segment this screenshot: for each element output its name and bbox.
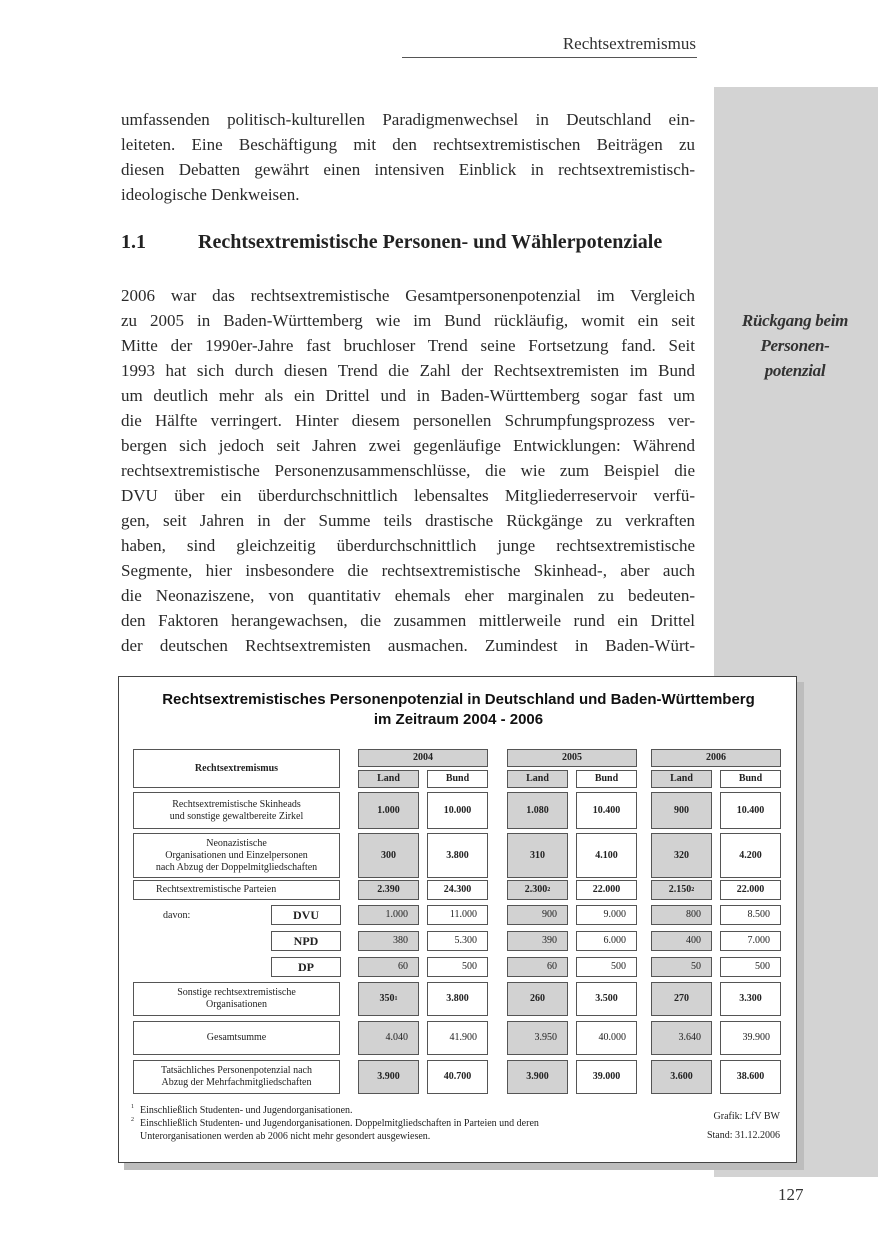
text-line: zu 2005 in Baden-Württemberg wie im Bund rückläufig, womit ein seit — [121, 311, 695, 330]
margin-note-line: Rückgang beim — [741, 311, 849, 330]
value-cell-land — [507, 905, 568, 925]
margin-note — [726, 308, 864, 383]
value-text: 500 — [462, 961, 477, 972]
text-line: die Hälfte verringert. Hinter diesem personellen Schrumpfungsprozess ver- — [121, 411, 695, 430]
footnote-text: Unterorganisationen werden ab 2006 nicht mehr gesondert ausgewiesen. — [140, 1131, 431, 1142]
value-text: 270 — [674, 993, 689, 1004]
value-cell-land — [358, 957, 419, 977]
section-heading — [121, 231, 662, 254]
column-header-land — [507, 770, 568, 788]
value-text: 3.640 — [678, 1032, 701, 1043]
credit-date: Stand: 31.12.2006 — [706, 1130, 780, 1141]
value-cell-bund — [576, 792, 637, 829]
footnote-text: Einschließlich Studenten- und Jugendorganisationen. Doppelmitgliedschaften in Parteien und deren — [140, 1118, 539, 1129]
value-cell-bund — [720, 792, 781, 829]
value-text: 3.500 — [595, 993, 618, 1004]
value-cell-land — [358, 905, 419, 925]
value-cell-bund — [427, 905, 488, 925]
text-line: gen, seit Jahren in der Summe teils drastische Rückgänge zu verkraften — [121, 511, 695, 530]
year-header — [651, 749, 781, 767]
row-label-line: NPD — [293, 934, 319, 948]
footnote-mark: 2 — [131, 1117, 134, 1123]
text-line: DVU über ein überdurchschnittlich lebensaltes Mitgliederreservoir verfü- — [121, 486, 695, 505]
value-cell-bund — [427, 982, 488, 1016]
year-label: 2005 — [562, 752, 582, 763]
text-line: Mitte der 1990er-Jahre fast bruchloser Trend seine Fortsetzung fand. Seit — [121, 336, 695, 355]
value-text: 3.800 — [446, 993, 469, 1004]
value-cell-bund — [720, 905, 781, 925]
value-cell-land — [358, 792, 419, 829]
row-label-text — [294, 935, 319, 947]
value-cell-land: 2.150 2 — [651, 880, 712, 900]
value-cell-bund — [427, 833, 488, 878]
text-line: haben, sind gleichzeitig überdurchschnittlich junge rechtsextremistische — [121, 536, 695, 555]
value-cell-bund — [576, 982, 637, 1016]
value-cell-land — [651, 982, 712, 1016]
paragraph-body — [121, 283, 695, 658]
column-header-land — [651, 770, 712, 788]
row-label-line: Rechtsextremistische Skinheads — [172, 798, 301, 810]
value-cell-land — [507, 957, 568, 977]
value-cell-land — [651, 1021, 712, 1055]
value-cell-bund — [576, 931, 637, 951]
row-label-text — [177, 987, 296, 1011]
value-text: 39.000 — [592, 1071, 621, 1082]
value-cell-land — [358, 1021, 419, 1055]
value-cell-bund — [427, 880, 488, 900]
row-label — [133, 982, 340, 1016]
value-text: 260 — [530, 993, 545, 1004]
value-text: 24.300 — [443, 884, 472, 895]
value-cell-bund — [427, 1060, 488, 1094]
value-cell-land — [651, 792, 712, 829]
value-text: 11.000 — [449, 909, 477, 920]
row-label-line: Tatsächliches Personenpotenzial nach — [161, 1065, 312, 1076]
row-label — [271, 905, 341, 925]
figure-credit — [707, 1107, 780, 1145]
value-cell-bund — [576, 957, 637, 977]
column-header-bund — [427, 770, 488, 788]
value-text: 390 — [542, 935, 557, 946]
value-text: 39.900 — [742, 1032, 770, 1043]
value-text: 300 — [381, 849, 396, 861]
value-cell-bund — [720, 833, 781, 878]
value-text: 2.300 — [524, 884, 548, 895]
row-label-line: Gesamtsumme — [206, 1032, 267, 1043]
text-line: den Faktoren herangewachsen, die zusammen mittlerweile rund ein Drittel — [121, 611, 695, 630]
value-cell-bund — [720, 1021, 781, 1055]
value-text: 50 — [691, 961, 701, 972]
row-label-text — [156, 884, 276, 896]
value-text: 9.000 — [603, 909, 626, 920]
row-label-text — [293, 909, 319, 921]
row-label-text — [161, 1065, 312, 1089]
value-text: 400 — [686, 935, 701, 946]
statistics-figure — [118, 676, 797, 1163]
value-text: 60 — [547, 961, 557, 972]
value-text: 3.900 — [526, 1071, 549, 1082]
figure-footnotes — [131, 1104, 611, 1143]
value-text: 800 — [686, 909, 701, 920]
text-line: 1993 hat sich durch diesen Trend die Zahl der Rechtsextremisten im Bund — [121, 361, 695, 380]
value-text: 60 — [398, 961, 408, 972]
value-text: 38.600 — [736, 1071, 765, 1082]
value-text: 7.000 — [747, 935, 770, 946]
margin-note-line: potenzial — [764, 361, 826, 380]
value-cell-land — [507, 1021, 568, 1055]
value-cell-land: 2.300 2 — [507, 880, 568, 900]
row-label-text — [298, 961, 314, 973]
row-label-line: und sonstige gewaltbereite Zirkel — [169, 810, 304, 822]
value-cell-land — [651, 1060, 712, 1094]
text-line: Segmente, hier insbesondere die rechtsextremistische Skinhead-, aber auch — [121, 561, 695, 580]
text-line: rechtsextremistische Personenzusammenschlüsse, die wie zum Beispiel die — [121, 461, 695, 480]
column-bund-label: Bund — [445, 773, 470, 784]
value-cell-land — [358, 931, 419, 951]
figure-title-line: Rechtsextremistisches Personenpotenzial in Deutschland und Baden-Württemberg — [162, 691, 755, 708]
row-label-text — [207, 1032, 266, 1044]
value-cell-land — [358, 880, 419, 900]
value-text: 3.950 — [534, 1032, 557, 1043]
value-text: 350 — [379, 993, 395, 1004]
row-label — [271, 931, 341, 951]
value-cell-land — [358, 833, 419, 878]
row-label-line: DVU — [293, 908, 319, 922]
value-cell-bund — [720, 1060, 781, 1094]
text-line: leiteten. Eine Beschäftigung mit den rechtsextremistischen Beiträgen zu — [121, 135, 695, 154]
footnote-mark: 1 — [131, 1104, 134, 1110]
column-land-label: Land — [377, 773, 400, 784]
year-header — [358, 749, 488, 767]
row-label-line: Rechtsextremistische Parteien — [156, 884, 277, 895]
column-bund-label: Bund — [738, 773, 763, 784]
value-cell-land — [507, 1060, 568, 1094]
value-text: 900 — [542, 909, 557, 920]
value-cell-land — [507, 931, 568, 951]
value-cell-land — [651, 833, 712, 878]
text-line: um deutlich mehr als ein Drittel und in Baden-Württemberg sogar fast um — [121, 386, 695, 405]
credit-source: Grafik: LfV BW — [713, 1111, 780, 1122]
value-cell-land — [651, 931, 712, 951]
value-text: 500 — [755, 961, 770, 972]
column-header-bund — [576, 770, 637, 788]
value-cell-bund — [576, 905, 637, 925]
table-header-label — [133, 749, 340, 788]
value-text: 310 — [530, 849, 545, 861]
value-text: 4.100 — [595, 849, 618, 861]
row-label-line: Neonazistische — [206, 837, 267, 849]
section-number: 1.1 — [121, 231, 146, 253]
running-title: Rechtsextremismus — [562, 34, 696, 53]
figure-title — [119, 690, 798, 730]
value-cell-bund — [427, 957, 488, 977]
value-text: 3.800 — [446, 849, 469, 861]
davon-label: davon: — [163, 910, 191, 921]
column-header-land — [358, 770, 419, 788]
row-label — [271, 957, 341, 977]
value-text: 5.300 — [454, 935, 477, 946]
footnote-text: Einschließlich Studenten- und Jugendorganisationen. — [140, 1105, 353, 1116]
row-label — [133, 1021, 340, 1055]
text-line: bergen sich jedoch seit Jahren zwei gegenläufige Entwicklungen: Während — [121, 436, 695, 455]
value-text: 1.000 — [385, 909, 408, 920]
value-text: 380 — [393, 935, 408, 946]
value-cell-land — [507, 792, 568, 829]
value-cell-bund — [576, 880, 637, 900]
value-cell-land: 350 1 — [358, 982, 419, 1016]
row-label — [133, 833, 340, 878]
value-text: 40.700 — [443, 1071, 472, 1082]
value-cell-bund — [720, 880, 781, 900]
value-cell-land — [651, 905, 712, 925]
row-label-line: DP — [298, 960, 314, 974]
header-rule — [402, 57, 697, 58]
text-line: umfassenden politisch-kulturellen Paradigmenwechsel in Deutschland ein- — [121, 110, 695, 129]
figure-title-line: im Zeitraum 2004 - 2006 — [373, 711, 544, 728]
page-number: 127 — [778, 1185, 804, 1204]
text-line: diesen Debatten gewährt einen intensiven Einblick in rechtsextremistisch- — [121, 160, 695, 179]
footnote — [131, 1104, 611, 1117]
text-line: die Neonaziszene, von quantitativ ehemals eher marginalen zu bedeuten- — [121, 586, 695, 605]
text-line: ideologische Denkweisen. — [121, 185, 300, 204]
row-label-line: nach Abzug der Doppelmitgliedschaften — [155, 861, 318, 873]
column-land-label: Land — [526, 773, 549, 784]
paragraph-intro — [121, 107, 695, 207]
row-label — [133, 880, 340, 900]
value-cell-bund — [427, 792, 488, 829]
value-text: 1.000 — [377, 804, 400, 816]
value-cell-land — [507, 833, 568, 878]
value-cell-land — [651, 957, 712, 977]
value-text: 10.000 — [443, 804, 472, 816]
footnote — [131, 1130, 611, 1143]
value-text: 2.150 — [668, 884, 692, 895]
value-cell-land — [358, 1060, 419, 1094]
row-label-line: Organisationen und Einzelpersonen — [165, 849, 308, 861]
value-text: 3.900 — [377, 1071, 400, 1082]
margin-note-line: Personen- — [760, 336, 830, 355]
value-text: 2.390 — [377, 884, 400, 895]
column-header-bund — [720, 770, 781, 788]
value-text: 10.400 — [592, 804, 621, 816]
value-text: 8.500 — [747, 909, 770, 920]
footnote — [131, 1117, 611, 1130]
value-text: 900 — [674, 804, 689, 816]
row-label — [133, 792, 340, 829]
value-text: 22.000 — [736, 884, 765, 895]
year-label: 2006 — [706, 752, 726, 763]
value-cell-bund — [720, 957, 781, 977]
value-text: 500 — [611, 961, 626, 972]
year-label: 2004 — [413, 752, 433, 763]
row-label-line: Organisationen — [206, 999, 267, 1010]
value-text: 4.040 — [385, 1032, 408, 1043]
value-text: 40.000 — [598, 1032, 626, 1043]
text-line: der deutschen Rechtsextremisten ausmachen. Zumindest in Baden-Würt- — [121, 636, 695, 655]
value-cell-bund — [576, 1060, 637, 1094]
value-cell-bund — [427, 931, 488, 951]
row-label-text — [156, 838, 317, 874]
value-text: 320 — [674, 849, 689, 861]
row-label-text — [170, 799, 304, 823]
text-line: 2006 war das rechtsextremistische Gesamtpersonenpotenzial im Vergleich — [121, 286, 695, 305]
value-text: 3.300 — [739, 993, 762, 1004]
row-label-line: Sonstige rechtsextremistische — [177, 987, 296, 998]
column-land-label: Land — [670, 773, 693, 784]
row-label — [133, 1060, 340, 1094]
value-text: 41.900 — [449, 1032, 477, 1043]
value-text: 1.080 — [526, 804, 549, 816]
value-cell-land — [507, 982, 568, 1016]
section-title: Rechtsextremistische Personen- und Wählerpotenziale — [198, 231, 663, 253]
value-text: 4.200 — [739, 849, 762, 861]
value-text: 6.000 — [603, 935, 626, 946]
value-cell-bund — [720, 931, 781, 951]
value-text: 10.400 — [736, 804, 765, 816]
value-text: 22.000 — [592, 884, 621, 895]
header-label-text: Rechtsextremismus — [194, 762, 279, 774]
value-text: 3.600 — [670, 1071, 693, 1082]
value-cell-bund — [427, 1021, 488, 1055]
value-cell-bund — [576, 1021, 637, 1055]
year-header — [507, 749, 637, 767]
value-cell-bund — [576, 833, 637, 878]
row-label-line: Abzug der Mehrfachmitgliedschaften — [161, 1077, 312, 1088]
value-cell-bund — [720, 982, 781, 1016]
column-bund-label: Bund — [594, 773, 619, 784]
